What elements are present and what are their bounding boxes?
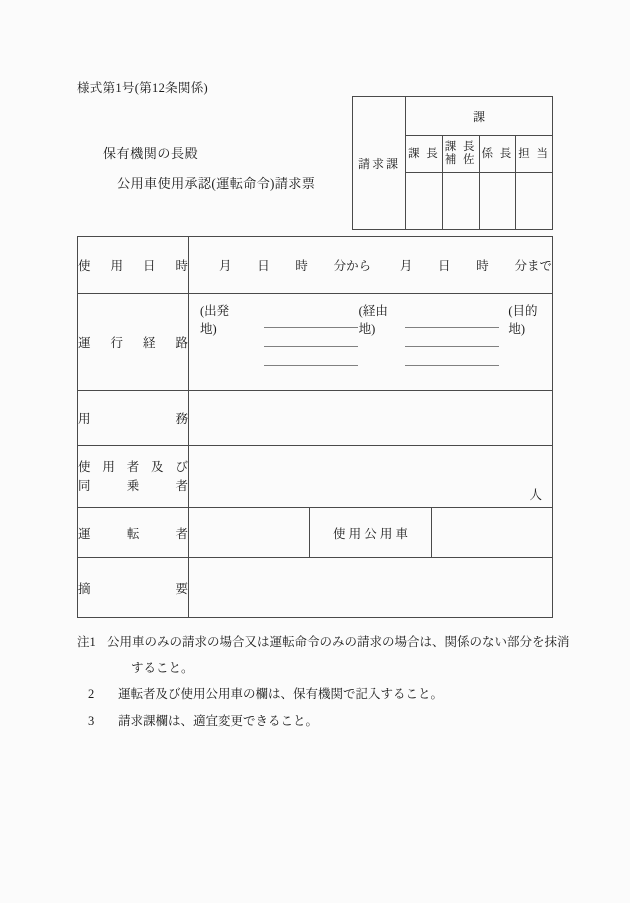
route-line[interactable] (405, 327, 499, 328)
note-item (77, 715, 587, 728)
label-official-vehicle-char-1: 用 (348, 526, 362, 541)
usage-end-day: 日 (438, 259, 451, 273)
addressee-line: 保有機関の長殿 (103, 146, 199, 161)
route-heading-destination: (目的地) (508, 304, 538, 336)
label-route-char-0: 運 (78, 336, 91, 350)
label-driver-char-2: 者 (175, 526, 188, 541)
usage-end-month: 月 (399, 259, 413, 273)
form-number: 様式第1号(第12条関係) (77, 81, 208, 95)
note-text-1-line-1: 公用車のみの請求の場合又は運転命令のみの請求の場合は、関係のない部分を抹消 (107, 635, 570, 649)
approval-role-kakaricho-line1: 係 長 (481, 147, 514, 160)
label-users-char-2: 者 (126, 460, 140, 475)
label-usage-datetime-char-2: 日 (142, 259, 156, 273)
label-official-vehicle-char-4: 車 (395, 526, 409, 541)
note-body-1 (107, 636, 587, 674)
label-purpose-char-1: 務 (175, 412, 188, 426)
label-remarks-char-0: 摘 (78, 581, 91, 596)
field-route[interactable] (189, 294, 553, 391)
approval-role-kacho (406, 136, 443, 173)
approval-stamp-box-tanto[interactable] (516, 173, 553, 230)
label-usage-datetime-char-1: 用 (110, 259, 123, 273)
main-form-table (77, 236, 553, 618)
note-item (77, 688, 587, 701)
label-route-char-3: 路 (175, 336, 188, 350)
label-passengers-char-1: 乗 (126, 478, 140, 493)
label-users-and-passengers (78, 446, 189, 508)
label-remarks (78, 558, 189, 618)
approval-role-kakaricho (479, 136, 516, 173)
label-passengers-char-0: 同 (78, 478, 91, 493)
usage-datetime-content (189, 256, 552, 274)
label-passengers-char-2: 者 (175, 478, 188, 493)
note-text-2-line-1: 運転者及び使用公用車の欄は、保有機関で記入すること。 (118, 687, 444, 701)
route-line[interactable] (405, 346, 499, 347)
field-remarks[interactable] (189, 558, 553, 618)
label-usage-datetime (78, 237, 189, 294)
label-users-char-0: 使 (78, 460, 91, 475)
note-number-2: 2 (88, 687, 95, 701)
label-purpose (78, 391, 189, 446)
label-official-vehicle-char-0: 使 (332, 526, 346, 541)
approval-stamp-table (352, 96, 553, 230)
label-official-vehicle-char-2: 公 (364, 526, 377, 541)
notes-section (77, 636, 587, 739)
route-line[interactable] (264, 365, 358, 366)
note-body-2 (118, 688, 587, 701)
field-driver-name[interactable] (189, 508, 310, 558)
approval-stamp-box-kakaricho[interactable] (479, 173, 516, 230)
label-usage-datetime-char-3: 時 (175, 259, 188, 273)
label-official-vehicle-char-3: 用 (379, 526, 393, 541)
label-route-char-2: 経 (142, 336, 156, 350)
label-users-char-1: 用 (102, 460, 115, 475)
route-line[interactable] (405, 365, 499, 366)
approval-section-label: 請求課 (353, 97, 406, 230)
usage-start-month: 月 (219, 259, 232, 273)
field-users-and-passengers[interactable] (189, 446, 553, 508)
label-users-char-3: 及 (151, 460, 164, 475)
label-users-char-4: び (175, 460, 188, 475)
approval-role-kacho-hosa (442, 136, 479, 173)
label-driver-char-0: 運 (78, 526, 91, 541)
label-official-vehicle (310, 508, 431, 558)
label-remarks-char-1: 要 (175, 581, 188, 596)
note-item (77, 636, 587, 674)
label-usage-datetime-char-0: 使 (78, 259, 91, 273)
row-usage-datetime (78, 237, 553, 294)
label-driver (78, 508, 189, 558)
usage-end-minute-to: 分まで (514, 259, 552, 273)
route-line-column-left (264, 327, 358, 366)
usage-start-minute-from: 分から (333, 259, 372, 273)
field-official-vehicle[interactable] (431, 508, 552, 558)
row-driver-and-vehicle (78, 508, 553, 558)
passenger-count-unit: 人 (529, 488, 542, 502)
approval-division-header: 課 (406, 97, 553, 136)
row-remarks (78, 558, 553, 618)
usage-start-hour: 時 (295, 259, 308, 273)
approval-role-kacho-hosa-line1: 課 長 (444, 141, 477, 154)
usage-end-hour: 時 (476, 259, 489, 273)
row-route (78, 294, 553, 391)
note-text-3-line-1: 請求課欄は、適宜変更できること。 (118, 713, 319, 728)
route-line-column-right (405, 327, 499, 366)
approval-role-kacho-hosa-line2: 補 佐 (444, 154, 477, 166)
approval-role-tanto (516, 136, 553, 173)
label-route (78, 294, 189, 391)
row-purpose (78, 391, 553, 446)
document-title: 公用車使用承認(運転命令)請求票 (117, 176, 316, 191)
route-line[interactable] (264, 327, 358, 328)
note-body-3 (118, 715, 587, 728)
approval-role-kacho-line1: 課 長 (407, 147, 440, 160)
usage-start-day: 日 (257, 259, 270, 273)
field-purpose[interactable] (189, 391, 553, 446)
note-number-1: 注1 (77, 635, 96, 649)
approval-role-tanto-line1: 担 当 (518, 147, 551, 160)
label-purpose-char-0: 用 (78, 412, 91, 426)
route-heading-origin: (出発地) (200, 304, 230, 336)
route-line[interactable] (264, 346, 358, 347)
row-users-and-passengers (78, 446, 553, 508)
route-heading-waypoint: (経由地) (358, 304, 388, 336)
approval-stamp-box-kacho-hosa[interactable] (442, 173, 479, 230)
label-driver-char-1: 転 (126, 526, 140, 541)
route-write-lines (189, 327, 552, 366)
field-usage-datetime[interactable] (189, 237, 553, 294)
approval-stamp-box-kacho[interactable] (406, 173, 443, 230)
note-number-3: 3 (88, 713, 95, 728)
note-text-1-line-2: すること。 (131, 660, 194, 675)
label-route-char-1: 行 (110, 336, 123, 350)
